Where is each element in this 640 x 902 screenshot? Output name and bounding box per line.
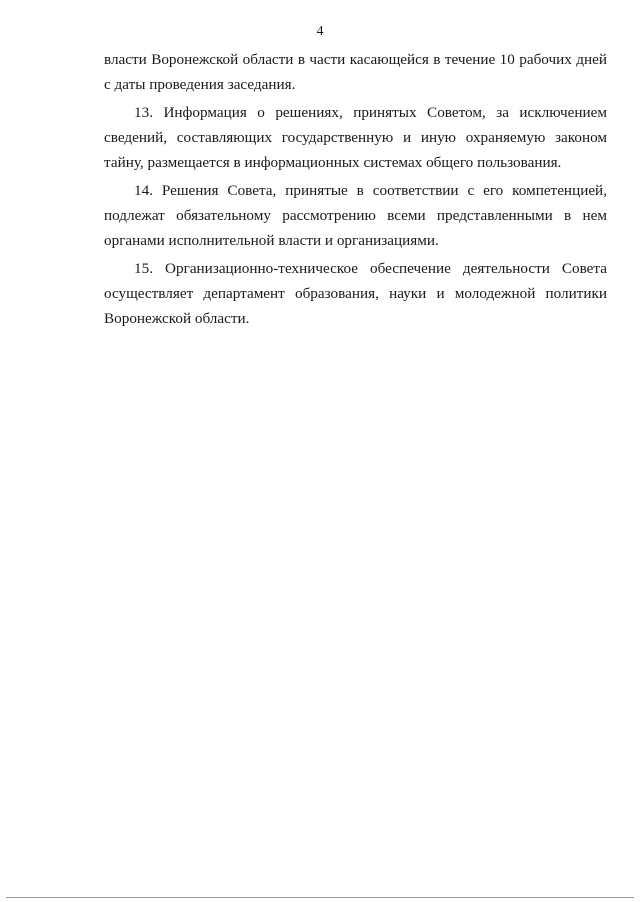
page-number: 4 [316,24,324,39]
paragraph-14: 14. Решения Совета, принятые в соответствии с его компетенцией, подлежат обязательному рассмотрению всеми представленными в нем органами исполнительной власти и организациями. [104,182,607,249]
document-body [104,47,607,334]
paragraph-13: 13. Информация о решениях, принятых Советом, за исключением сведений, составляющих государственную и иную охраняемую законом тайну, размещается в информационных системах общего пользования. [104,104,607,171]
page-bottom-edge [6,897,634,898]
paragraph-15: 15. Организационно-техническое обеспечение деятельности Совета осуществляет департамент образования, науки и молодежной политики Воронежской области. [104,260,607,327]
paragraph-continuation: власти Воронежской области в части касающейся в течение 10 рабочих дней с даты проведения заседания. [104,51,607,93]
